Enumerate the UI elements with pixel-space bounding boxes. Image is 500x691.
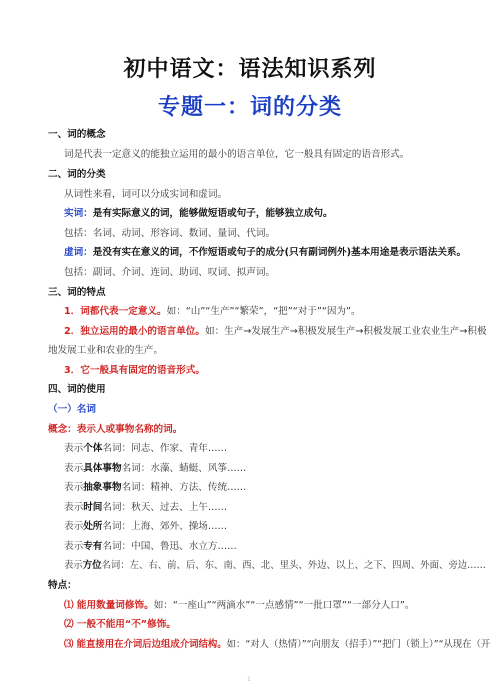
- row-key: 时间: [83, 502, 103, 513]
- row-examples: 名词：精神、方法、传统……: [121, 482, 247, 493]
- shici-term: 实词：: [64, 208, 93, 219]
- section-heading-classification: 二、词的分类: [48, 169, 106, 180]
- xuci-include: 包括：副词、介词、连词、助词、叹词、拟声词。: [64, 267, 276, 278]
- row-key: 抽象事物: [83, 482, 122, 493]
- feature-item-2-key: 2．独立运用的最小的语言单位。: [64, 326, 205, 337]
- row-prefix: 表示: [64, 521, 84, 532]
- noun-feature-3-rest: 如：“对人（热情）”“向朋友（招手）”“把门（锁上）”“从现在（开: [226, 639, 491, 650]
- section-heading-usage: 四、词的使用: [48, 384, 106, 395]
- row-examples: 名词：同志、作家、青年……: [102, 443, 228, 454]
- row-prefix: 表示: [64, 443, 84, 454]
- noun-row: [64, 560, 486, 572]
- subsection-noun: （一）名词: [48, 404, 96, 415]
- row-key: 专有: [83, 541, 103, 552]
- row-key: 方位: [82, 560, 102, 571]
- noun-feature-1-rest: 如：“一座山”“两滴水”“一点感情”“一批口罩”“一部分人口”。: [153, 600, 415, 611]
- noun-row: [64, 521, 227, 533]
- xuci-def: 是没有实在意义的词，不作短语或句子的成分(只有副词例外)基本用途是表示语法关系。: [92, 247, 467, 258]
- noun-row: [64, 463, 246, 475]
- page-number: 1: [247, 676, 251, 683]
- noun-feature-3-key: ⑶ 能直接用在介词后边组成介词结构。: [64, 639, 227, 650]
- row-prefix: 表示: [64, 541, 84, 552]
- section-heading-features: 三、词的特点: [48, 287, 106, 298]
- page-subtitle: 专题一：词的分类: [157, 95, 342, 120]
- classification-intro: 从词性来看，词可以分成实词和虚词。: [64, 189, 228, 200]
- noun-feature-1: [64, 600, 414, 612]
- noun-row: [64, 502, 227, 514]
- feature-item-1-rest: 如：“山”“生产”“繁荣”，“把”“对于”“因为”。: [166, 306, 361, 317]
- xuci-definition: [64, 247, 466, 259]
- feature-item-3: [64, 365, 205, 377]
- shici-include: 包括：名词、动词、形容词、数词、量词、代词。: [64, 228, 276, 239]
- row-prefix: 表示: [64, 463, 84, 474]
- row-examples: 名词：中国、鲁迅、水立方……: [102, 541, 237, 552]
- row-examples: 名词：上海、郊外、操场……: [102, 521, 228, 532]
- feature-item-2: [64, 326, 487, 338]
- shici-def: 是有实际意义的词，能够做短语或句子，能够独立成句。: [92, 208, 333, 219]
- noun-feature-2-key: ⑵ 一般不能用“不”修饰。: [64, 619, 176, 630]
- feature-item-2-rest: 如：生产→发展生产→积极发展生产→积极发展工业农业生产→积极: [205, 326, 487, 337]
- noun-feature-1-key: ⑴ 能用数量词修饰。: [64, 600, 154, 611]
- row-examples: 名词：左、右、前、后、东、南、西、北、里头、外边、以上、之下、四周、外面、旁边……: [101, 560, 486, 571]
- row-key: 具体事物: [83, 463, 122, 474]
- noun-feature-2: [64, 619, 176, 631]
- xuci-term: 虚词：: [64, 247, 93, 258]
- shici-definition: [64, 208, 333, 220]
- feature-item-1-key: 1．词都代表一定意义。: [64, 306, 167, 317]
- row-prefix: 表示: [64, 482, 84, 493]
- feature-item-3-key: 3．它一般具有固定的语音形式。: [64, 365, 205, 376]
- noun-row: [64, 541, 237, 553]
- row-examples: 名词：秋天、过去、上午……: [102, 502, 228, 513]
- noun-row: [64, 482, 246, 494]
- row-key: 处所: [83, 521, 103, 532]
- noun-feature-3: [64, 639, 490, 651]
- concept-text: 词是代表一定意义的能独立运用的最小的语言单位，它一般具有固定的语音形式。: [64, 149, 410, 160]
- row-prefix: 表示: [64, 560, 83, 571]
- page-title: 初中语文：语法知识系列: [123, 57, 377, 82]
- row-examples: 名词：水藻、蜻蜓、风筝……: [121, 463, 247, 474]
- row-key: 个体: [83, 443, 103, 454]
- feature-item-2-cont: 地发展工业和农业的生产。: [48, 345, 164, 356]
- feature-item-1: [64, 306, 361, 318]
- noun-row: [64, 443, 227, 455]
- noun-concept: 概念：表示人或事物名称的词。: [48, 424, 183, 435]
- noun-features-heading: 特点：: [48, 580, 77, 591]
- section-heading-concept: 一、词的概念: [48, 129, 106, 140]
- row-prefix: 表示: [64, 502, 84, 513]
